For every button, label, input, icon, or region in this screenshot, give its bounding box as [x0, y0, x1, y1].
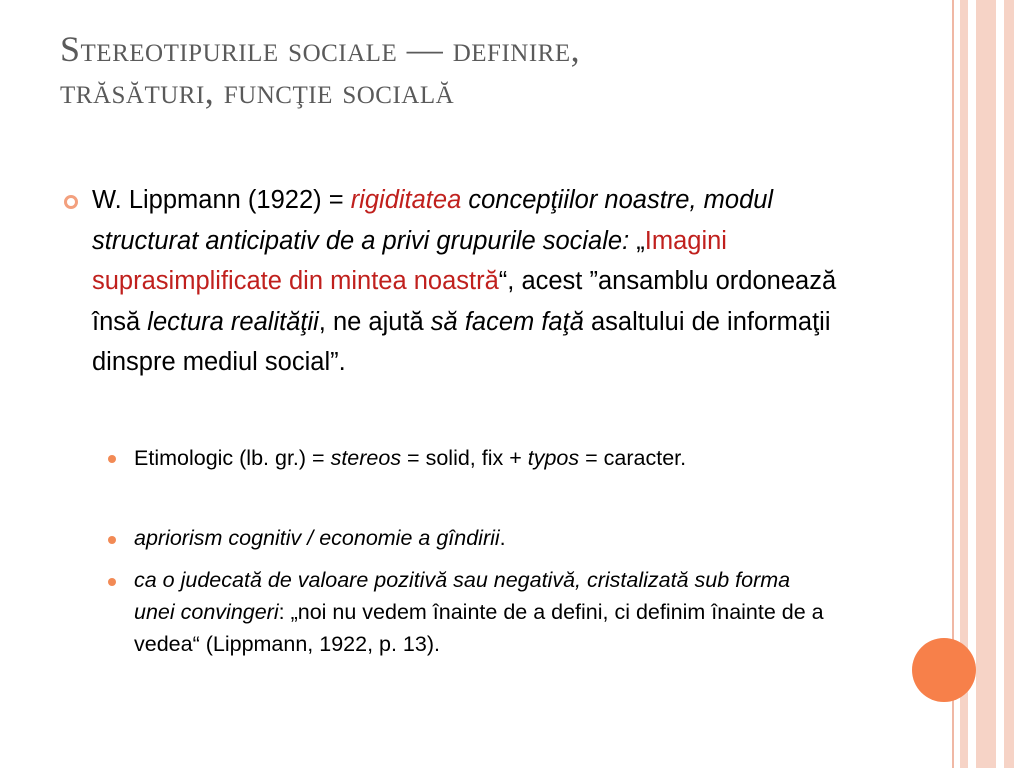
text-run: “, acest ”ansamblu ordonează însă	[92, 267, 837, 336]
text-italic: apriorism cognitiv / economie a gîndirii	[134, 526, 500, 550]
text-italic: să facem faţă	[430, 307, 584, 336]
quote-red: Imagini suprasimplificate din mintea noastră	[92, 226, 727, 295]
main-bullet-text	[92, 180, 872, 383]
text-run: = caracter.	[579, 446, 687, 470]
sub-bullet-etymology	[134, 442, 834, 474]
text-italic: lectura realităţii	[147, 307, 319, 336]
text-run: asaltului de informaţii dinspre mediul social”.	[92, 307, 831, 376]
title-line-2: trăsături, funcţie socială	[60, 71, 455, 111]
text-run: W. Lippmann (1922) =	[92, 186, 351, 214]
slide-title	[60, 28, 860, 112]
stripe	[976, 0, 996, 768]
text-run: = solid, fix +	[401, 446, 528, 470]
text-run: : „noi nu vedem înainte de a defini, ci definim înainte de a vedea“ (Lippmann, 1922, p. 13).	[134, 600, 824, 656]
text-italic: typos	[527, 446, 580, 470]
sub-bullet-judgement	[134, 564, 834, 660]
emphasis-red: rigiditatea	[350, 186, 462, 214]
sub-bullet-apriorism	[134, 522, 834, 554]
bullet-ring-icon	[64, 195, 78, 209]
sub-bullet-dot-icon	[108, 536, 116, 544]
title-line-1: Stereotipurile sociale — definire,	[60, 29, 581, 69]
stripe	[1004, 0, 1014, 768]
sub-bullet-dot-icon	[108, 578, 116, 586]
text-italic: concepţiilor noastre, modul structurat anticipativ de a privi grupurile sociale:	[92, 186, 774, 255]
text-italic: ca o judecată de valoare pozitivă sau negativă, cristalizată sub forma unei convingeri	[134, 568, 791, 624]
decorative-circle	[912, 638, 976, 702]
text-run: Etimologic (lb. gr.) =	[134, 446, 331, 470]
text-italic: stereos	[330, 446, 402, 470]
text-run: , ne ajută	[318, 307, 431, 336]
sub-bullet-dot-icon	[108, 455, 116, 463]
text-run: .	[499, 526, 506, 550]
text-run: „	[629, 226, 645, 255]
